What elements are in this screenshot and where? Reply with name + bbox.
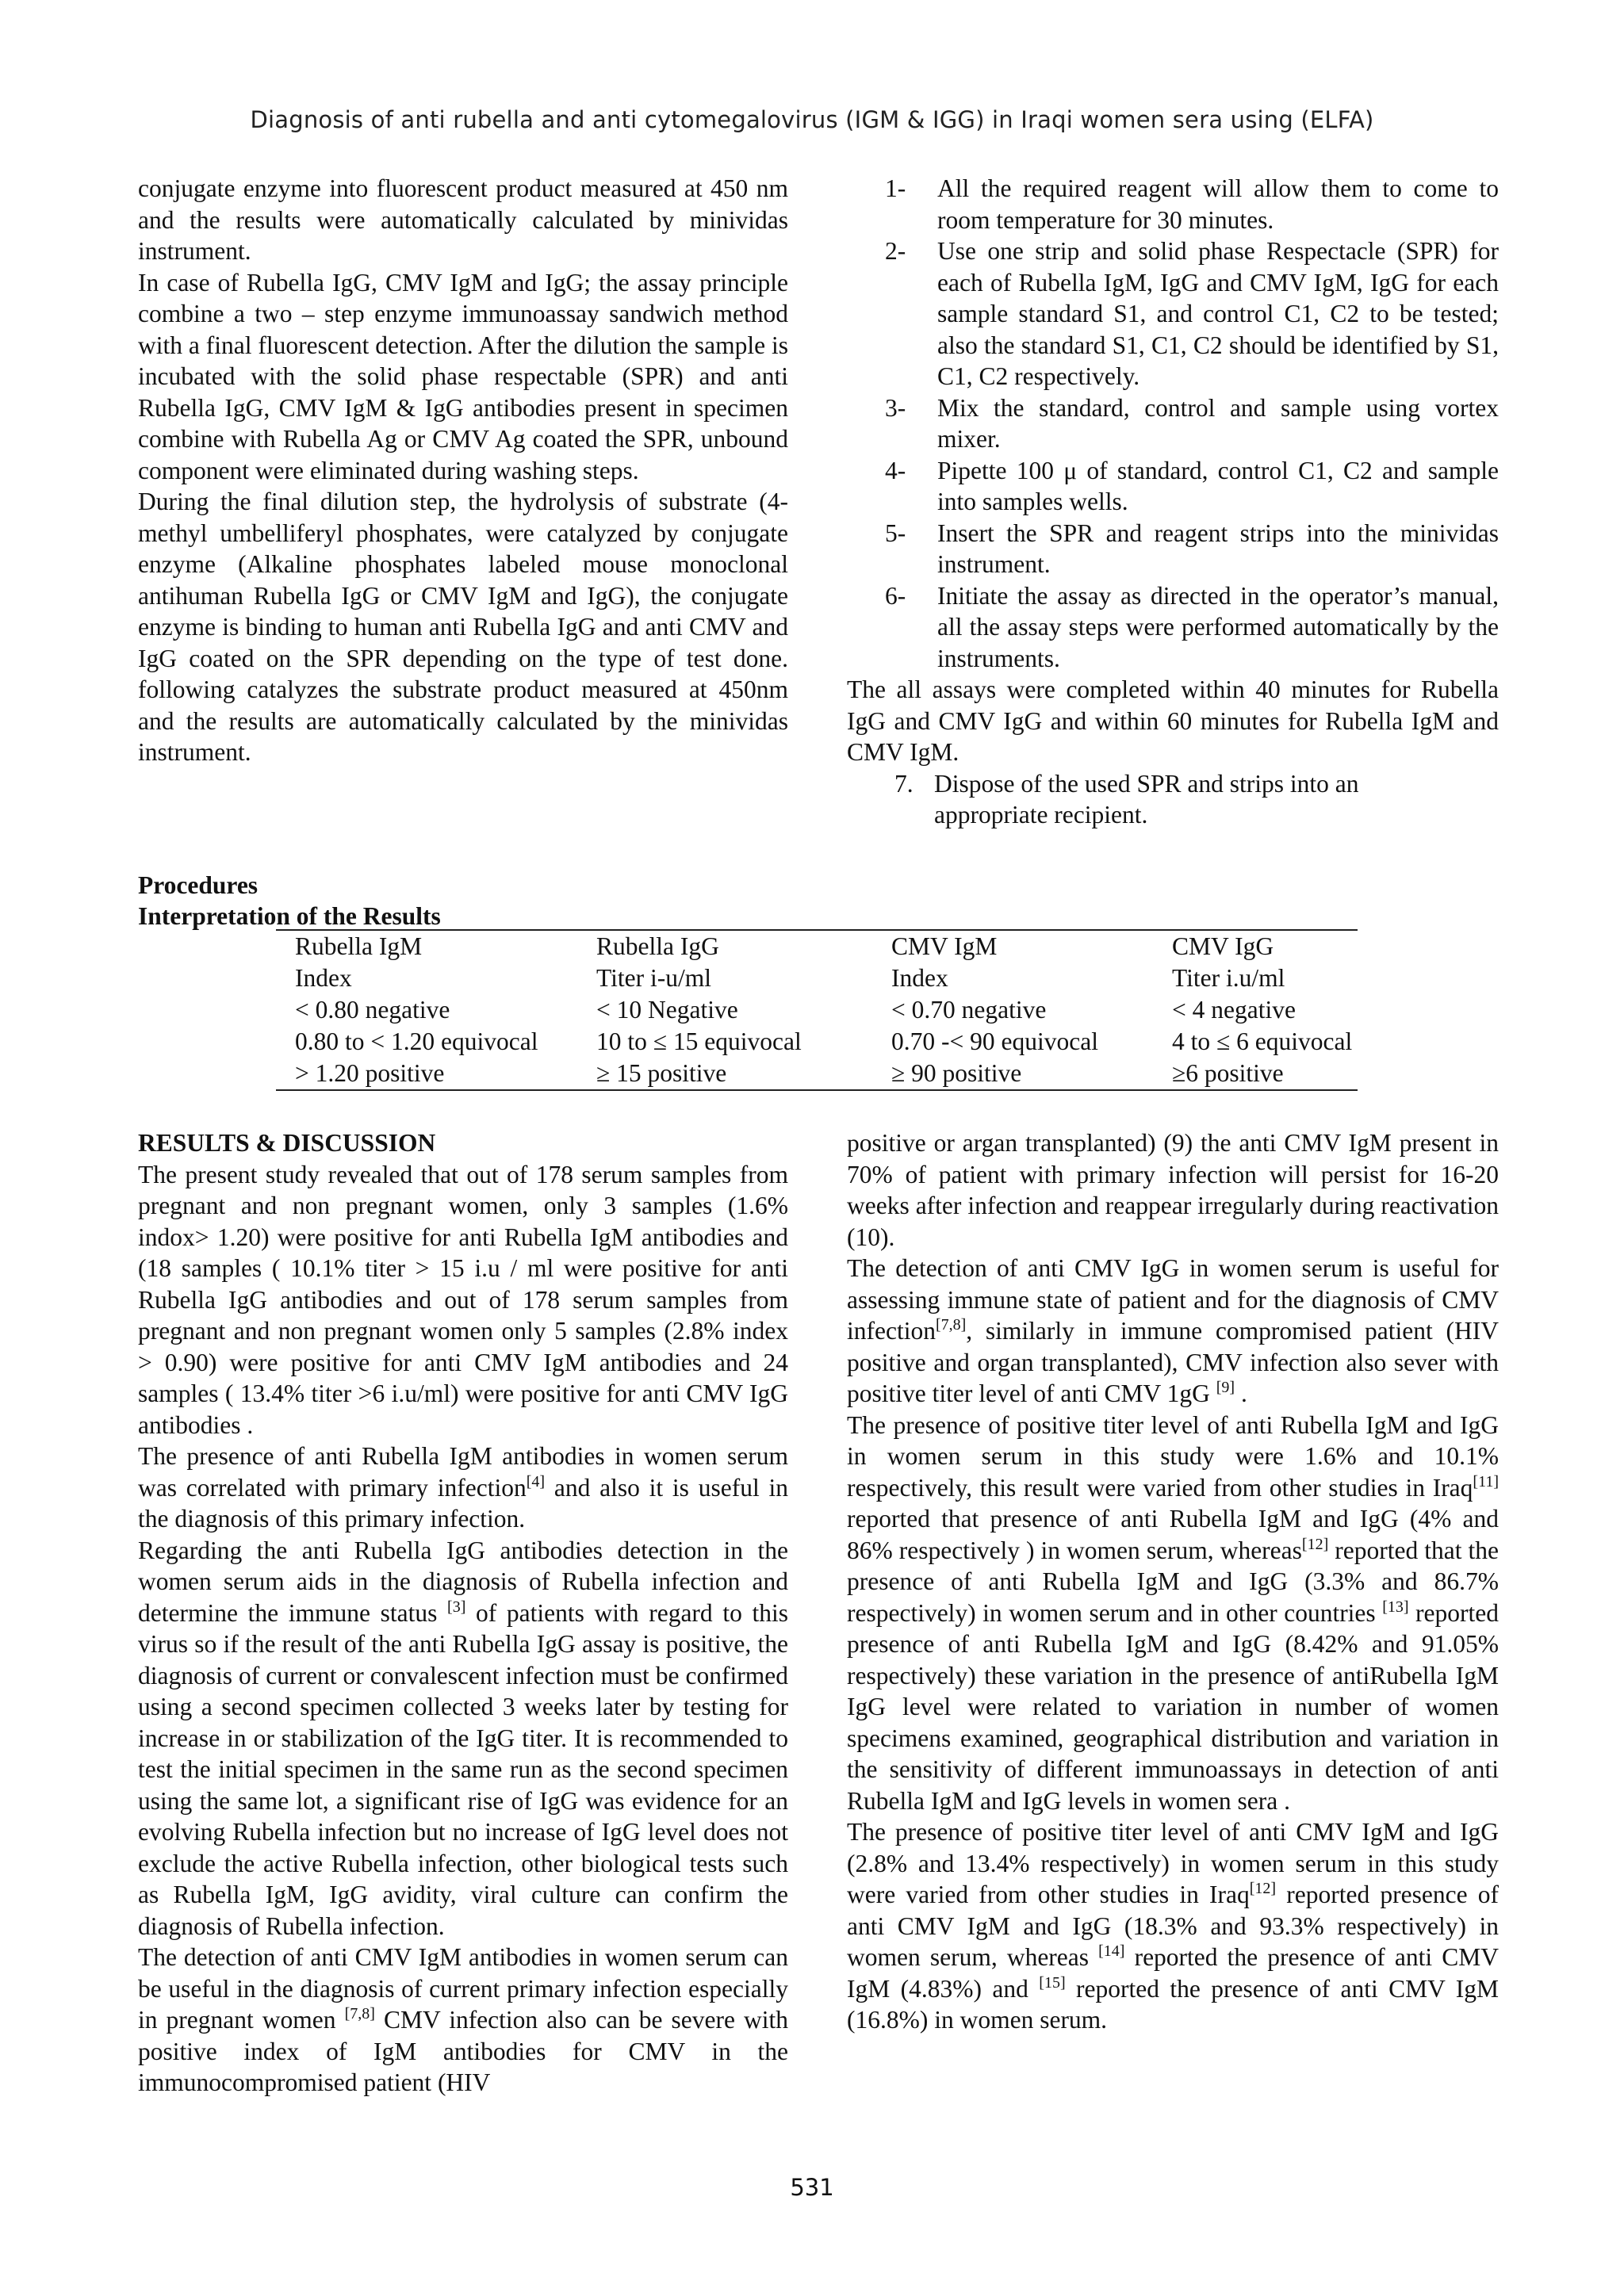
paragraph: The all assays were completed within 40 minutes for Rubella IgG and CMV IgG and within 60 minutes for Rubella IgM and CMV IgM. [847, 675, 1499, 766]
citation: [9] [1216, 1379, 1235, 1396]
section-headings [138, 870, 441, 932]
table-cell: Titer i.u/ml [1172, 964, 1285, 992]
table-cell: Index [295, 964, 352, 992]
running-title: Diagnosis of anti rubella and anti cytomegalovirus (IGM & IGG) in Iraqi women sera using (ELFA) [250, 106, 1374, 133]
paragraph: The presence of positive titer level of anti CMV IgM and IgG (2.8% and 13.4% respectively) in women serum in this study were varied from other studies in Iraq[12] reported presence of anti CMV IgM and IgG (18.3% and 93.3% respectively) in women serum, whereas [14] reported the presence of anti CMV IgM (4.83%) and [15] reported the presence of anti CMV IgM (16.8%) in women serum. [847, 1818, 1500, 2034]
results-right-column [847, 1127, 1499, 2036]
table-cell: > 1.20 positive [276, 1058, 577, 1090]
citation: [11] [1473, 1472, 1499, 1490]
table-cell: 4 to ≤ 6 equivocal [1172, 1027, 1353, 1055]
list-item: 6- Initiate the assay as directed in the operator’s manual, all the assay steps were performed automatically by the instruments. [885, 581, 1499, 672]
citation: [15] [1039, 1973, 1066, 1992]
paragraph: The presence of anti Rubella IgM antibodies in women serum was correlated with primary infection[4] and also it is useful in the diagnosis of this primary infection. [138, 1442, 788, 1533]
table-row [276, 930, 1358, 962]
list-item: 1- All the required reagent will allow them to come to room temperature for 30 minutes. [885, 174, 1499, 234]
list-item: 7. Dispose of the used SPR and strips into an appropriate recipient. [894, 769, 1359, 828]
table-cell: CMV IgG [1153, 930, 1358, 962]
citation: [3] [447, 1598, 466, 1616]
list-item: 5- Insert the SPR and reagent strips into the minividas instrument. [885, 519, 1499, 578]
methods-left-column [138, 173, 788, 768]
paragraph: The presence of positive titer level of anti Rubella IgM and IgG in women serum in this study were 1.6% and 10.1% respectively, this result were varied from other studies in Iraq[11] reported that presence of anti Rubella IgM and IgG (4% and 86% respectively ) in women serum, whereas[12] reported that the presence of anti Rubella IgM and IgG (3.3% and 86.7% respectively) in women serum and in other countries [13] reported presence of anti Rubella IgM and IgG (8.42% and 91.05% respectively) these variation in the presence of antiRubella IgM IgG level were related to variation in number of women specimens examined, geographical distribution and variation in the sensitivity of different immunoassays in detection of anti Rubella IgM and IgG levels in women sera . [847, 1410, 1499, 1815]
paragraph: The detection of anti CMV IgG in women serum is useful for assessing immune state of patient and for the diagnosis of CMV infection[7,8], similarly in immune compromised patient (HIV positive and organ transplanted), CMV infection also sever with positive titer level of anti CMV 1gG [9] . [847, 1254, 1499, 1407]
paragraph: During the final dilution step, the hydrolysis of substrate (4-methyl umbelliferyl phosphates, were catalyzed by conjugate enzyme (Alkaline phosphates labeled mouse monoclonal antihuman Rubella IgG or CMV IgM and IgG), the conjugate enzyme is binding to human anti Rubella IgG and anti CMV and IgG coated on the SPR depending on the type of test done. following catalyzes the substrate product measured at 450nm and the results are automatically calculated by the minividas instrument. [138, 488, 788, 766]
paragraph: The present study revealed that out of 178 serum samples from pregnant and non pregnant women, only 3 samples (1.6% indox> 1.20) were positive for anti Rubella IgM antibodies and (18 samples ( 10.1% titer > 15 i.u / ml were positive for anti Rubella IgG antibodies and out of 178 serum samples from pregnant and non pregnant women only 5 samples (2.8% index > 0.90) were positive for anti CMV IgM antibodies and 24 samples ( 13.4% titer >6 i.u/ml) were positive for anti CMV IgG antibodies . [138, 1160, 788, 1439]
table-cell: 0.80 to < 1.20 equivocal [295, 1027, 538, 1055]
procedures-heading: Procedures [138, 871, 259, 899]
list-item: 3- Mix the standard, control and sample using vortex mixer. [885, 393, 1499, 453]
citation: [12] [1301, 1535, 1329, 1553]
table-cell: 0.70 -< 90 equivocal [891, 1027, 1098, 1055]
citation: [14] [1098, 1942, 1125, 1960]
table-cell: Rubella IgM [276, 930, 577, 962]
table-cell: Rubella IgG [577, 930, 872, 962]
table-cell: ≥ 15 positive [577, 1058, 872, 1090]
table-cell: < 10 Negative [596, 996, 738, 1024]
paragraph: positive or argan transplanted) (9) the anti CMV IgM present in 70% of patient with primary infection will persist for 16-20 weeks after infection and reappear irregularly during reactivation (10). [847, 1129, 1499, 1251]
results-heading: RESULTS & DISCUSSION [138, 1129, 436, 1157]
table-row [276, 962, 1358, 994]
citation: [12] [1249, 1880, 1277, 1897]
interpretation-table [276, 929, 1358, 1091]
citation: [4] [526, 1472, 546, 1490]
paragraph: conjugate enzyme into fluorescent product measured at 450 nm and the results were automatically calculated by minividas instrument. [138, 174, 788, 265]
paragraph: The detection of anti CMV IgM antibodies in women serum can be useful in the diagnosis of current primary infection especially in pregnant women [7,8] CMV infection also can be severe with positive index of IgM antibodies for CMV in the immunocompromised patient (HIV [138, 1943, 788, 2096]
interpretation-heading: Interpretation of the Results [138, 902, 441, 930]
table-cell: < 0.70 negative [891, 996, 1047, 1024]
table-cell: ≥ 90 positive [872, 1058, 1153, 1090]
page-number: 531 [790, 2174, 834, 2201]
paragraph: In case of Rubella IgG, CMV IgM and IgG; the assay principle combine a two – step enzyme immunoassay sandwich method with a final fluorescent detection. After the dilution the sample is incubated with the solid phase respectable (SPR) and anti Rubella IgG, CMV IgM & IgG antibodies present in specimen combine with Rubella Ag or CMV Ag coated the SPR, unbound component were eliminated during washing steps. [138, 268, 788, 484]
table-row [276, 994, 1358, 1026]
table-cell: < 4 negative [1172, 996, 1296, 1024]
table-row [276, 1026, 1358, 1058]
citation: [7,8] [935, 1316, 967, 1334]
list-item: 2- Use one strip and solid phase Respectacle (SPR) for each of Rubella IgM, IgG and CMV IgM, IgG for each sample standard S1, and control C1, C2 to be tested; also the standard S1, C1, C2 should be identified by S1, C1, C2 respectively. [885, 237, 1499, 390]
list-item: 4- Pipette 100 μ of standard, control C1, C2 and sample into samples wells. [885, 456, 1499, 515]
table-row [276, 1058, 1358, 1090]
table-cell: Titer i-u/ml [596, 964, 711, 992]
procedure-steps-list [847, 173, 1499, 674]
table-cell: < 0.80 negative [295, 996, 450, 1024]
table-cell: ≥6 positive [1153, 1058, 1358, 1090]
citation: [7,8] [344, 2005, 375, 2022]
table-cell: CMV IgM [872, 930, 1153, 962]
table-cell: 10 to ≤ 15 equivocal [596, 1027, 802, 1055]
paragraph: Regarding the anti Rubella IgG antibodies detection in the women serum aids in the diagnosis of Rubella infection and determine the immune status [3] of patients with regard to this virus so if the result of the anti Rubella IgG assay is positive, the diagnosis of current or convalescent infection must be confirmed using a second specimen collected 3 weeks later by testing for increase in or stabilization of the IgG titer. It is recommended to test the initial specimen in the same run as the second specimen using the same lot, a significant rise of IgG was evidence for an evolving Rubella infection but no increase of IgG level does not exclude the active Rubella infection, other biological tests such as Rubella IgM, IgG avidity, viral culture can confirm the diagnosis of Rubella infection. [138, 1536, 788, 1940]
results-left-column [138, 1127, 788, 2099]
table-cell: Index [891, 964, 948, 992]
methods-right-column [847, 173, 1499, 831]
citation: [13] [1382, 1598, 1409, 1616]
